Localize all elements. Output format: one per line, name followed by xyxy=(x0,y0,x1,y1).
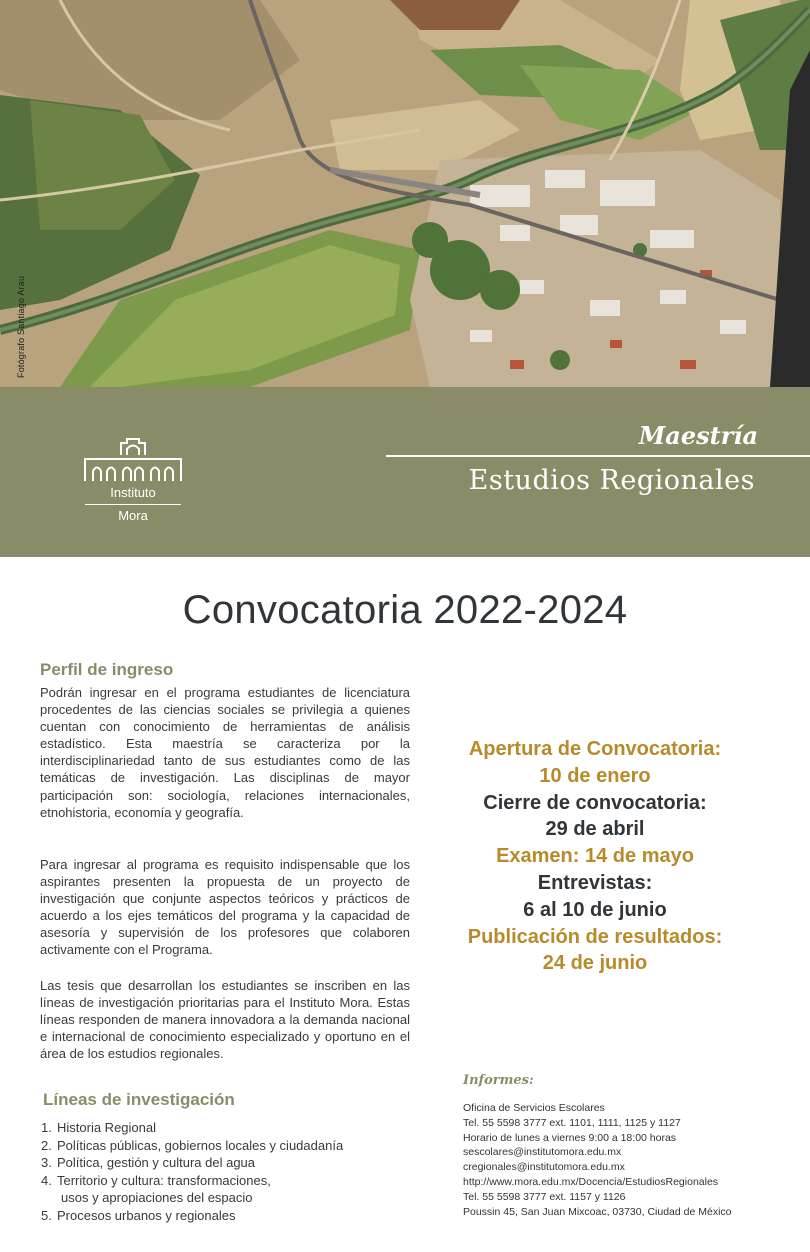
list-item xyxy=(41,1137,421,1155)
list-item-text: Políticas públicas, gobiernos locales y ciudadanía xyxy=(57,1137,344,1153)
perfil-paragraph-3: Las tesis que desarrollan los estudiantes se inscriben en las líneas de investigación prioritarias para el Instituto Mora. Estas líneas responden de manera innovadora a la demanda nacional e internacional de conocimiento especializado y oportuno en el área de los estudios regionales. xyxy=(40,978,410,1062)
list-item xyxy=(41,1207,421,1225)
building-arches-icon xyxy=(83,437,183,483)
list-item xyxy=(41,1119,421,1137)
informes-phone-2: Tel. 55 5598 3777 ext. 1157 y 1126 xyxy=(463,1190,626,1203)
cierre-label: Cierre de convocatoria: xyxy=(483,791,707,814)
list-item-number: 3. xyxy=(41,1155,52,1171)
list-item xyxy=(41,1172,421,1207)
informes-email-1[interactable]: sescolares@institutomora.edu.mx xyxy=(463,1146,622,1159)
program-name: Estudios Regionales xyxy=(468,465,755,496)
list-item-number: 2. xyxy=(41,1137,52,1153)
program-divider xyxy=(386,455,810,457)
perfil-heading: Perfil de ingreso xyxy=(40,660,174,679)
resultados-label: Publicación de resultados: xyxy=(467,925,723,948)
entrevistas-label: Entrevistas: xyxy=(537,871,653,894)
instituto-mora-logo xyxy=(80,437,186,523)
informes-email-2[interactable]: cregionales@institutomora.edu.mx xyxy=(463,1161,625,1174)
list-item xyxy=(41,1154,421,1172)
list-item-number: 5. xyxy=(41,1207,52,1223)
apertura-label: Apertura de Convocatoria: xyxy=(468,738,722,760)
program-banner xyxy=(0,387,810,557)
key-dates xyxy=(440,736,750,977)
page-title: Convocatoria 2022-2024 xyxy=(182,588,628,632)
list-item-number: 1. xyxy=(41,1120,52,1135)
logo-divider xyxy=(85,504,181,505)
informes-heading: Informes: xyxy=(463,1073,534,1088)
photo-credit: Fotógrafo Santiago Arau xyxy=(16,275,26,378)
logo-name-line2: Mora xyxy=(118,508,148,523)
informes-phone-1: Tel. 55 5598 3777 ext. 1101, 1111, 1125 y 1127 xyxy=(463,1116,681,1129)
lineas-heading: Líneas de investigación xyxy=(43,1090,235,1109)
resultados-date: 24 de junio xyxy=(542,952,648,975)
examen-date: Examen: 14 de mayo xyxy=(496,845,694,868)
informes-url[interactable]: http://www.mora.edu.mx/Docencia/EstudiosRegionales xyxy=(463,1175,719,1188)
program-degree: Maestría xyxy=(638,421,758,450)
cierre-date: 29 de abril xyxy=(545,818,645,841)
list-item-text: Política, gestión y cultura del agua xyxy=(57,1155,256,1171)
lineas-list xyxy=(41,1119,421,1225)
logo-name-line1: Instituto xyxy=(110,485,156,500)
informes-office: Oficina de Servicios Escolares xyxy=(463,1102,605,1114)
perfil-paragraph-2: Para ingresar al programa es requisito indispensable que los aspirantes presenten la propuesta de un proyecto de investigación que conjunte aspectos teóricos y prácticos de acuerdo a los ejes temáticos del programa y la capacidad de asesoría y supervisión de los profesores que colaboren activamente con el Programa. xyxy=(40,857,410,958)
informes-address: Poussin 45, San Juan Mixcoac, 03730, Ciudad de México xyxy=(463,1205,732,1218)
entrevistas-date: 6 al 10 de junio xyxy=(523,898,667,921)
list-item-text: Territorio y cultura: transformaciones, xyxy=(57,1172,271,1188)
informes-contact xyxy=(463,1101,732,1219)
list-item-number: 4. xyxy=(41,1172,52,1188)
aerial-photo xyxy=(0,0,810,387)
list-item-text: Procesos urbanos y regionales xyxy=(57,1207,236,1223)
list-item-text: Historia Regional xyxy=(57,1120,156,1135)
list-item-text-continued: usos y apropiaciones del espacio xyxy=(61,1190,253,1206)
informes-hours: Horario de lunes a viernes 9:00 a 18:00 horas xyxy=(463,1131,677,1144)
apertura-date: 10 de enero xyxy=(539,764,651,787)
perfil-paragraph-1: Podrán ingresar en el programa estudiantes de licenciatura procedentes de las ciencias sociales se privilegia a quienes cuentan con conocimiento de herramientas de análisis estadístico. Esta maestría se caracteriza por la interdisciplinariedad tanto de sus estudiantes como de las temáticas de investigación. Las disciplinas de mayor participación son: sociología, relaciones internacionales, etnohistoria, economía y geografía. xyxy=(40,685,410,820)
